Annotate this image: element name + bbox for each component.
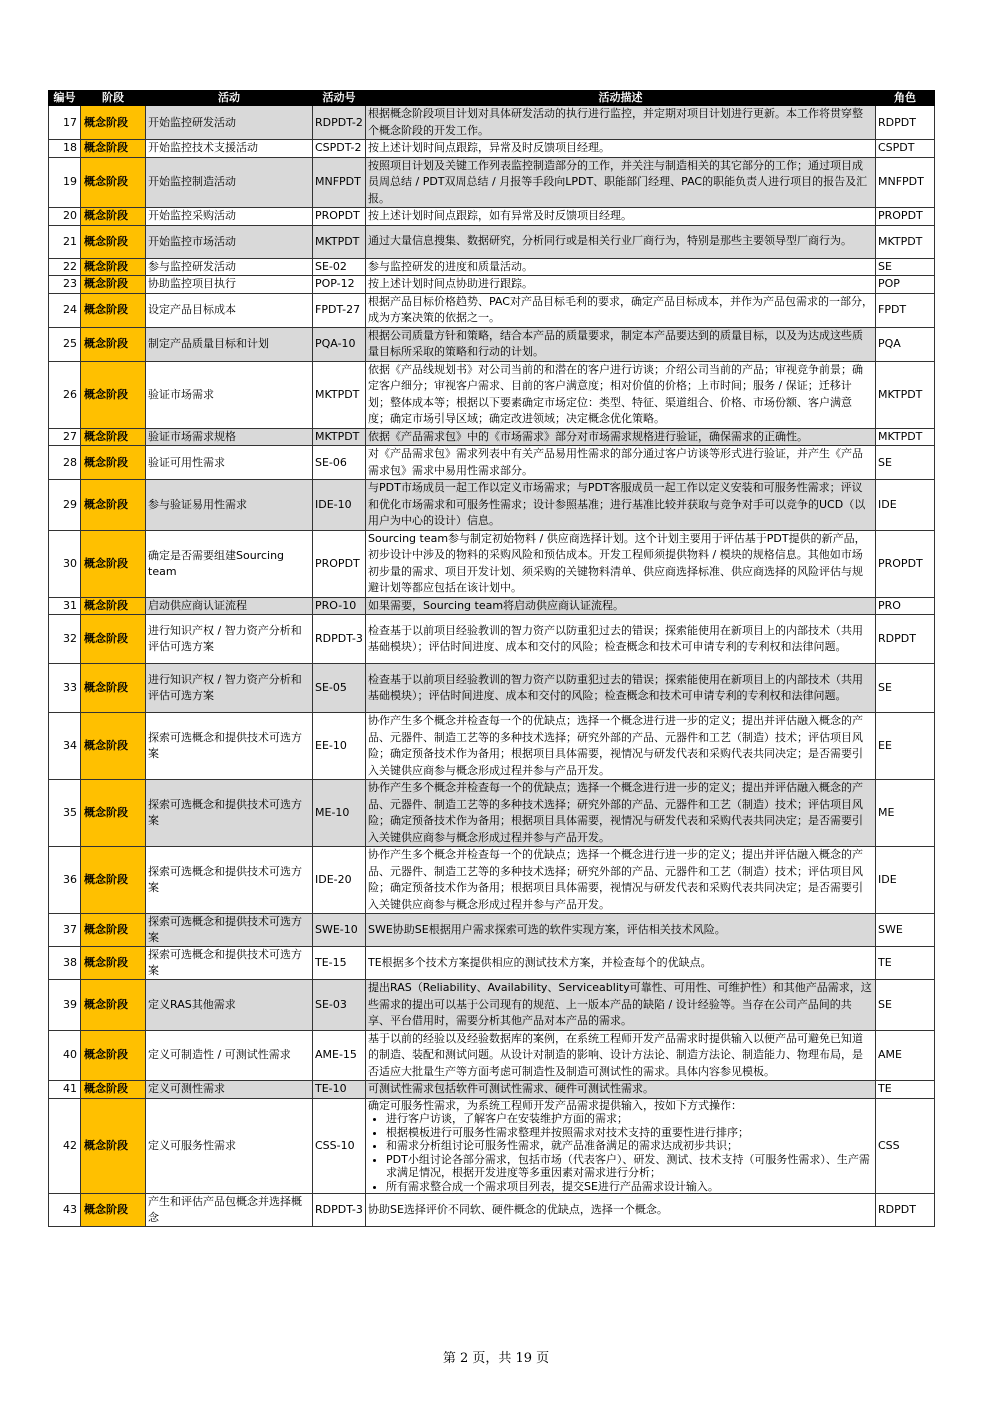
row-activity: 开始监控制造活动	[146, 157, 313, 208]
table-row	[49, 157, 935, 208]
row-description: 依据《产品线规划书》对公司当前的和潜在的客户进行访谈；介绍公司当前的产品；审视竞争前景；确定客户细分；审视客户需求、目前的客户满意度；相对价值的价格；上市时间；服务 / 保证；迁移计划；整体成本等；根据以下要素确定市场定位：类型、特征、渠道组合、价格、市场份额、客户满意度；确定市场引导区域；确定改进领域；决定概念优化策略。	[366, 361, 876, 428]
table-row	[49, 530, 935, 597]
table-row	[49, 327, 935, 361]
row-activity: 参与监控研发活动	[146, 258, 313, 276]
table-row	[49, 780, 935, 847]
row-description: 与PDT市场成员一起工作以定义市场需求；与PDT客服成员一起工作以定义安装和可服务性需求；评议和优化市场需求和可服务性需求；设计参照基准；进行基准比较并获取与竞争对手可以竞争的UCD（以用户为中心的设计）信息。	[366, 480, 876, 531]
row-role: FPDT	[876, 293, 935, 327]
row-number: 20	[49, 208, 81, 226]
row-stage: 概念阶段	[81, 276, 146, 294]
table-row	[49, 428, 935, 446]
row-activity: 进行知识产权 / 智力资产分析和评估可选方案	[146, 615, 313, 664]
table-row	[49, 106, 935, 140]
row-number: 40	[49, 1030, 81, 1081]
row-stage: 概念阶段	[81, 597, 146, 615]
row-description: Sourcing team参与制定初始物料 / 供应商选择计划。这个计划主要用于评估基于PDT提供的新产品，初步设计中涉及的物料的采购风险和预估成本。开发工程师须提供物料 / 模块的规格信息。其他如市场初步量的需求、项目开发计划、须采购的关键物料清单、供应商选择标准、供应商选择的风险评估与规避计划等都应包括在该计划中。	[366, 530, 876, 597]
row-activity: 探索可选概念和提供技术可选方案	[146, 713, 313, 780]
row-number: 35	[49, 780, 81, 847]
row-stage: 概念阶段	[81, 293, 146, 327]
table-row	[49, 1030, 935, 1081]
row-activity-id: TE-10	[313, 1081, 366, 1099]
row-activity-id: SE-05	[313, 664, 366, 713]
row-activity: 验证市场需求	[146, 361, 313, 428]
row-activity: 开始监控技术支援活动	[146, 140, 313, 158]
row-stage: 概念阶段	[81, 140, 146, 158]
row-description: 依据《产品需求包》中的《市场需求》部分对市场需求规格进行验证，确保需求的正确性。	[366, 428, 876, 446]
row-stage: 概念阶段	[81, 615, 146, 664]
row-activity-id: MKTPDT	[313, 225, 366, 258]
row-role: POP	[876, 276, 935, 294]
table-row	[49, 208, 935, 226]
row-number: 30	[49, 530, 81, 597]
row-activity-id: RDPDT-3	[313, 1194, 366, 1227]
row-stage: 概念阶段	[81, 1098, 146, 1194]
row-role: MKTPDT	[876, 361, 935, 428]
table-row	[49, 914, 935, 947]
row-number: 26	[49, 361, 81, 428]
row-number: 31	[49, 597, 81, 615]
table-row	[49, 1098, 935, 1194]
row-activity-id: ME-10	[313, 780, 366, 847]
header-role: 角色	[876, 91, 935, 106]
row-activity-id: RDPDT-2	[313, 106, 366, 140]
row-activity-id: AME-15	[313, 1030, 366, 1081]
description-bullet: • 进行客户访谈，了解客户在安装维护方面的需求；	[386, 1112, 873, 1126]
row-number: 43	[49, 1194, 81, 1227]
table-row	[49, 847, 935, 914]
row-activity: 定义可服务性需求	[146, 1098, 313, 1194]
row-activity: 产生和评估产品包概念并选择概念	[146, 1194, 313, 1227]
row-activity-id: EE-10	[313, 713, 366, 780]
row-activity: 启动供应商认证流程	[146, 597, 313, 615]
row-activity-id: SWE-10	[313, 914, 366, 947]
row-activity: 制定产品质量目标和计划	[146, 327, 313, 361]
header-activity-id: 活动号	[313, 91, 366, 106]
row-activity: 定义可制造性 / 可测试性需求	[146, 1030, 313, 1081]
row-activity: 开始监控采购活动	[146, 208, 313, 226]
row-role: RDPDT	[876, 1194, 935, 1227]
row-activity: 探索可选概念和提供技术可选方案	[146, 914, 313, 947]
row-role: AME	[876, 1030, 935, 1081]
row-activity: 设定产品目标成本	[146, 293, 313, 327]
row-activity-id: PRO-10	[313, 597, 366, 615]
row-role: SE	[876, 258, 935, 276]
row-number: 21	[49, 225, 81, 258]
table-row	[49, 276, 935, 294]
row-stage: 概念阶段	[81, 428, 146, 446]
row-description: 参与监控研发的进度和质量活动。	[366, 258, 876, 276]
row-description: 根据概念阶段项目计划对具体研发活动的执行进行监控，并定期对项目计划进行更新。本工作将贯穿整个概念阶段的开发工作。	[366, 106, 876, 140]
description-bullet: • 根据模板进行可服务性需求整理并按照需求对技术支持的重要性进行排序；	[386, 1126, 873, 1140]
row-description: 按照项目计划及关键工作列表监控制造部分的工作，并关注与制造相关的其它部分的工作；通过项目成员周总结 / PDT双周总结 / 月报等手段向LPDT、职能部门经理、PAC的职能负责人进行项目的报告及汇报。	[366, 157, 876, 208]
row-stage: 概念阶段	[81, 225, 146, 258]
row-activity-id: PROPDT	[313, 208, 366, 226]
row-activity-id: PROPDT	[313, 530, 366, 597]
row-role: SE	[876, 446, 935, 480]
row-role: MNFPDT	[876, 157, 935, 208]
header-number: 编号	[49, 91, 81, 106]
row-role: IDE	[876, 480, 935, 531]
row-role: TE	[876, 1081, 935, 1099]
description-bullet: • 所有需求整合成一个需求项目列表，提交SE进行产品需求设计输入。	[386, 1180, 873, 1194]
row-activity: 验证市场需求规格	[146, 428, 313, 446]
row-number: 29	[49, 480, 81, 531]
row-stage: 概念阶段	[81, 980, 146, 1031]
row-activity-id: SE-03	[313, 980, 366, 1031]
row-role: RDPDT	[876, 106, 935, 140]
row-role: SE	[876, 664, 935, 713]
row-number: 17	[49, 106, 81, 140]
table-row	[49, 1081, 935, 1099]
row-description: 检查基于以前项目经验教训的智力资产以防重犯过去的错误；探索能使用在新项目上的内部技术（共用基础模块）；评估时间进度、成本和交付的风险；检查概念和技术可申请专利的专利权和法律问题。	[366, 664, 876, 713]
row-number: 41	[49, 1081, 81, 1099]
table-row	[49, 225, 935, 258]
row-role: EE	[876, 713, 935, 780]
row-description: 协作产生多个概念并检查每一个的优缺点；选择一个概念进行进一步的定义；提出并评估融入概念的产品、元器件、制造工艺等的多种技术选择；研究外部的产品、元器件和工艺（制造）技术；评估项目风险；确定预备技术作为备用；根据项目具体需要，视情况与研发代表和采购代表共同决定；是否需要引入关键供应商参与概念形成过程并参与产品开发。	[366, 847, 876, 914]
table-row	[49, 1194, 935, 1227]
row-role: CSPDT	[876, 140, 935, 158]
row-activity: 开始监控市场活动	[146, 225, 313, 258]
row-activity: 探索可选概念和提供技术可选方案	[146, 780, 313, 847]
table-row	[49, 597, 935, 615]
table-header-row	[49, 91, 935, 106]
row-description: 可测试性需求包括软件可测试性需求、硬件可测试性需求。	[366, 1081, 876, 1099]
table-row	[49, 664, 935, 713]
row-description: SWE协助SE根据用户需求探索可选的软件实现方案，评估相关技术风险。	[366, 914, 876, 947]
row-stage: 概念阶段	[81, 947, 146, 980]
row-activity-id: CSPDT-2	[313, 140, 366, 158]
row-activity: 定义RAS其他需求	[146, 980, 313, 1031]
row-description	[366, 1098, 876, 1194]
row-description: 对《产品需求包》需求列表中有关产品易用性需求的部分通过客户访谈等形式进行验证，并产生《产品需求包》需求中易用性需求部分。	[366, 446, 876, 480]
row-description: 检查基于以前项目经验教训的智力资产以防重犯过去的错误；探索能使用在新项目上的内部技术（共用基础模块）；评估时间进度、成本和交付的风险；检查概念和技术可申请专利的专利权和法律问题。	[366, 615, 876, 664]
row-number: 37	[49, 914, 81, 947]
row-description: 协助SE选择评价不同软、硬件概念的优缺点，选择一个概念。	[366, 1194, 876, 1227]
row-role: PROPDT	[876, 208, 935, 226]
row-role: PROPDT	[876, 530, 935, 597]
row-description: 协作产生多个概念并检查每一个的优缺点；选择一个概念进行进一步的定义；提出并评估融入概念的产品、元器件、制造工艺等的多种技术选择；研究外部的产品、元器件和工艺（制造）技术；评估项目风险；确定预备技术作为备用；根据项目具体需要，视情况与研发代表和采购代表共同决定；是否需要引入关键供应商参与概念形成过程并参与产品开发。	[366, 713, 876, 780]
activity-table	[48, 90, 935, 1227]
header-activity: 活动	[146, 91, 313, 106]
row-description: 如果需要，Sourcing team将启动供应商认证流程。	[366, 597, 876, 615]
row-stage: 概念阶段	[81, 914, 146, 947]
row-stage: 概念阶段	[81, 664, 146, 713]
row-description: TE根据多个技术方案提供相应的测试技术方案，并检查每个的优缺点。	[366, 947, 876, 980]
row-number: 39	[49, 980, 81, 1031]
row-stage: 概念阶段	[81, 530, 146, 597]
row-number: 34	[49, 713, 81, 780]
row-stage: 概念阶段	[81, 446, 146, 480]
table-row	[49, 713, 935, 780]
row-description: 按上述计划时间点跟踪，如有异常及时反馈项目经理。	[366, 208, 876, 226]
row-activity-id: MKTPDT	[313, 428, 366, 446]
table-row	[49, 446, 935, 480]
table-row	[49, 361, 935, 428]
row-number: 28	[49, 446, 81, 480]
row-activity: 进行知识产权 / 智力资产分析和评估可选方案	[146, 664, 313, 713]
row-number: 25	[49, 327, 81, 361]
row-activity-id: IDE-10	[313, 480, 366, 531]
row-description: 通过大量信息搜集、数据研究，分析同行或是相关行业厂商行为，特别是那些主要领导型厂商行为。	[366, 225, 876, 258]
row-activity-id: MNFPDT	[313, 157, 366, 208]
table-row	[49, 258, 935, 276]
row-description: 提出RAS（Reliability、Availability、Serviceablity可靠性、可用性、可维护性）和其他产品需求，这些需求的提出可以基于公司现有的规范、上一版本产品的缺陷 / 设计经验等。当存在公司产品间的共享、平台借用时，需要分析其他产品对本产品的需求。	[366, 980, 876, 1031]
row-role: IDE	[876, 847, 935, 914]
description-bullet: • 和需求分析组讨论可服务性需求，就产品准备满足的需求达成初步共识；	[386, 1139, 873, 1153]
row-number: 38	[49, 947, 81, 980]
table-body	[49, 106, 935, 1227]
row-description: 协作产生多个概念并检查每一个的优缺点；选择一个概念进行进一步的定义；提出并评估融入概念的产品、元器件、制造工艺等的多种技术选择；研究外部的产品、元器件和工艺（制造）技术；评估项目风险；确定预备技术作为备用；根据项目具体需要，视情况与研发代表和采购代表共同决定；是否需要引入关键供应商参与概念形成过程并参与产品开发。	[366, 780, 876, 847]
table-row	[49, 947, 935, 980]
header-stage: 阶段	[81, 91, 146, 106]
row-stage: 概念阶段	[81, 1030, 146, 1081]
page-footer: 第 2 页，共 19 页	[442, 1351, 550, 1366]
row-number: 27	[49, 428, 81, 446]
table-row	[49, 140, 935, 158]
row-activity-id: POP-12	[313, 276, 366, 294]
row-activity-id: IDE-20	[313, 847, 366, 914]
row-activity: 确定是否需要组建Sourcing team	[146, 530, 313, 597]
row-stage: 概念阶段	[81, 157, 146, 208]
table-row	[49, 480, 935, 531]
header-description: 活动描述	[366, 91, 876, 106]
row-activity: 参与验证易用性需求	[146, 480, 313, 531]
row-role: TE	[876, 947, 935, 980]
row-description: 根据公司质量方针和策略，结合本产品的质量要求，制定本产品要达到的质量目标，以及为达成这些质量目标所采取的策略和行动的计划。	[366, 327, 876, 361]
row-number: 18	[49, 140, 81, 158]
row-activity-id: FPDT-27	[313, 293, 366, 327]
table-row	[49, 980, 935, 1031]
row-description: 基于以前的经验以及经验数据库的案例，在系统工程师开发产品需求时提供输入以便产品可避免已知道的制造、装配和测试问题。从设计对制造的影响、设计方法论、制造方法论、制造能力、物理布局，是否适应大批量生产等方面考虑可制造性及制造可测试性的需求。具体内容参见模板。	[366, 1030, 876, 1081]
row-number: 36	[49, 847, 81, 914]
row-stage: 概念阶段	[81, 361, 146, 428]
row-role: CSS	[876, 1098, 935, 1194]
description-intro: 确定可服务性需求，为系统工程师开发产品需求提供输入，按如下方式操作：	[368, 1098, 742, 1112]
row-activity: 开始监控研发活动	[146, 106, 313, 140]
row-role: MKTPDT	[876, 428, 935, 446]
row-stage: 概念阶段	[81, 106, 146, 140]
row-stage: 概念阶段	[81, 258, 146, 276]
row-stage: 概念阶段	[81, 208, 146, 226]
row-stage: 概念阶段	[81, 480, 146, 531]
row-stage: 概念阶段	[81, 713, 146, 780]
row-number: 22	[49, 258, 81, 276]
row-stage: 概念阶段	[81, 1194, 146, 1227]
row-activity: 探索可选概念和提供技术可选方案	[146, 947, 313, 980]
row-role: ME	[876, 780, 935, 847]
row-description: 按上述计划时间点跟踪，异常及时反馈项目经理。	[366, 140, 876, 158]
row-role: PQA	[876, 327, 935, 361]
description-bullet-list	[368, 1112, 873, 1193]
row-description: 按上述计划时间点协助进行跟踪。	[366, 276, 876, 294]
row-number: 42	[49, 1098, 81, 1194]
row-activity-id: PQA-10	[313, 327, 366, 361]
row-activity-id: MKTPDT	[313, 361, 366, 428]
row-stage: 概念阶段	[81, 327, 146, 361]
description-bullet: • PDT小组讨论各部分需求，包括市场（代表客户）、研发、测试、技术支持（可服务性需求）、生产需求满足情况，根据开发进度等多重因素对需求进行分析；	[386, 1153, 873, 1180]
row-stage: 概念阶段	[81, 847, 146, 914]
row-role: MKTPDT	[876, 225, 935, 258]
row-number: 23	[49, 276, 81, 294]
row-description: 根据产品目标价格趋势、PAC对产品目标毛利的要求，确定产品目标成本，并作为产品包需求的一部分，成为方案决策的依据之一。	[366, 293, 876, 327]
row-activity-id: CSS-10	[313, 1098, 366, 1194]
row-activity: 定义可测性需求	[146, 1081, 313, 1099]
row-role: SE	[876, 980, 935, 1031]
row-activity: 协助监控项目执行	[146, 276, 313, 294]
row-number: 19	[49, 157, 81, 208]
row-role: RDPDT	[876, 615, 935, 664]
row-activity: 探索可选概念和提供技术可选方案	[146, 847, 313, 914]
row-number: 24	[49, 293, 81, 327]
row-activity-id: TE-15	[313, 947, 366, 980]
row-number: 33	[49, 664, 81, 713]
row-stage: 概念阶段	[81, 1081, 146, 1099]
row-activity: 验证可用性需求	[146, 446, 313, 480]
row-role: SWE	[876, 914, 935, 947]
row-number: 32	[49, 615, 81, 664]
table-row	[49, 293, 935, 327]
row-activity-id: SE-06	[313, 446, 366, 480]
row-stage: 概念阶段	[81, 780, 146, 847]
row-activity-id: RDPDT-3	[313, 615, 366, 664]
table-row	[49, 615, 935, 664]
row-role: PRO	[876, 597, 935, 615]
row-activity-id: SE-02	[313, 258, 366, 276]
